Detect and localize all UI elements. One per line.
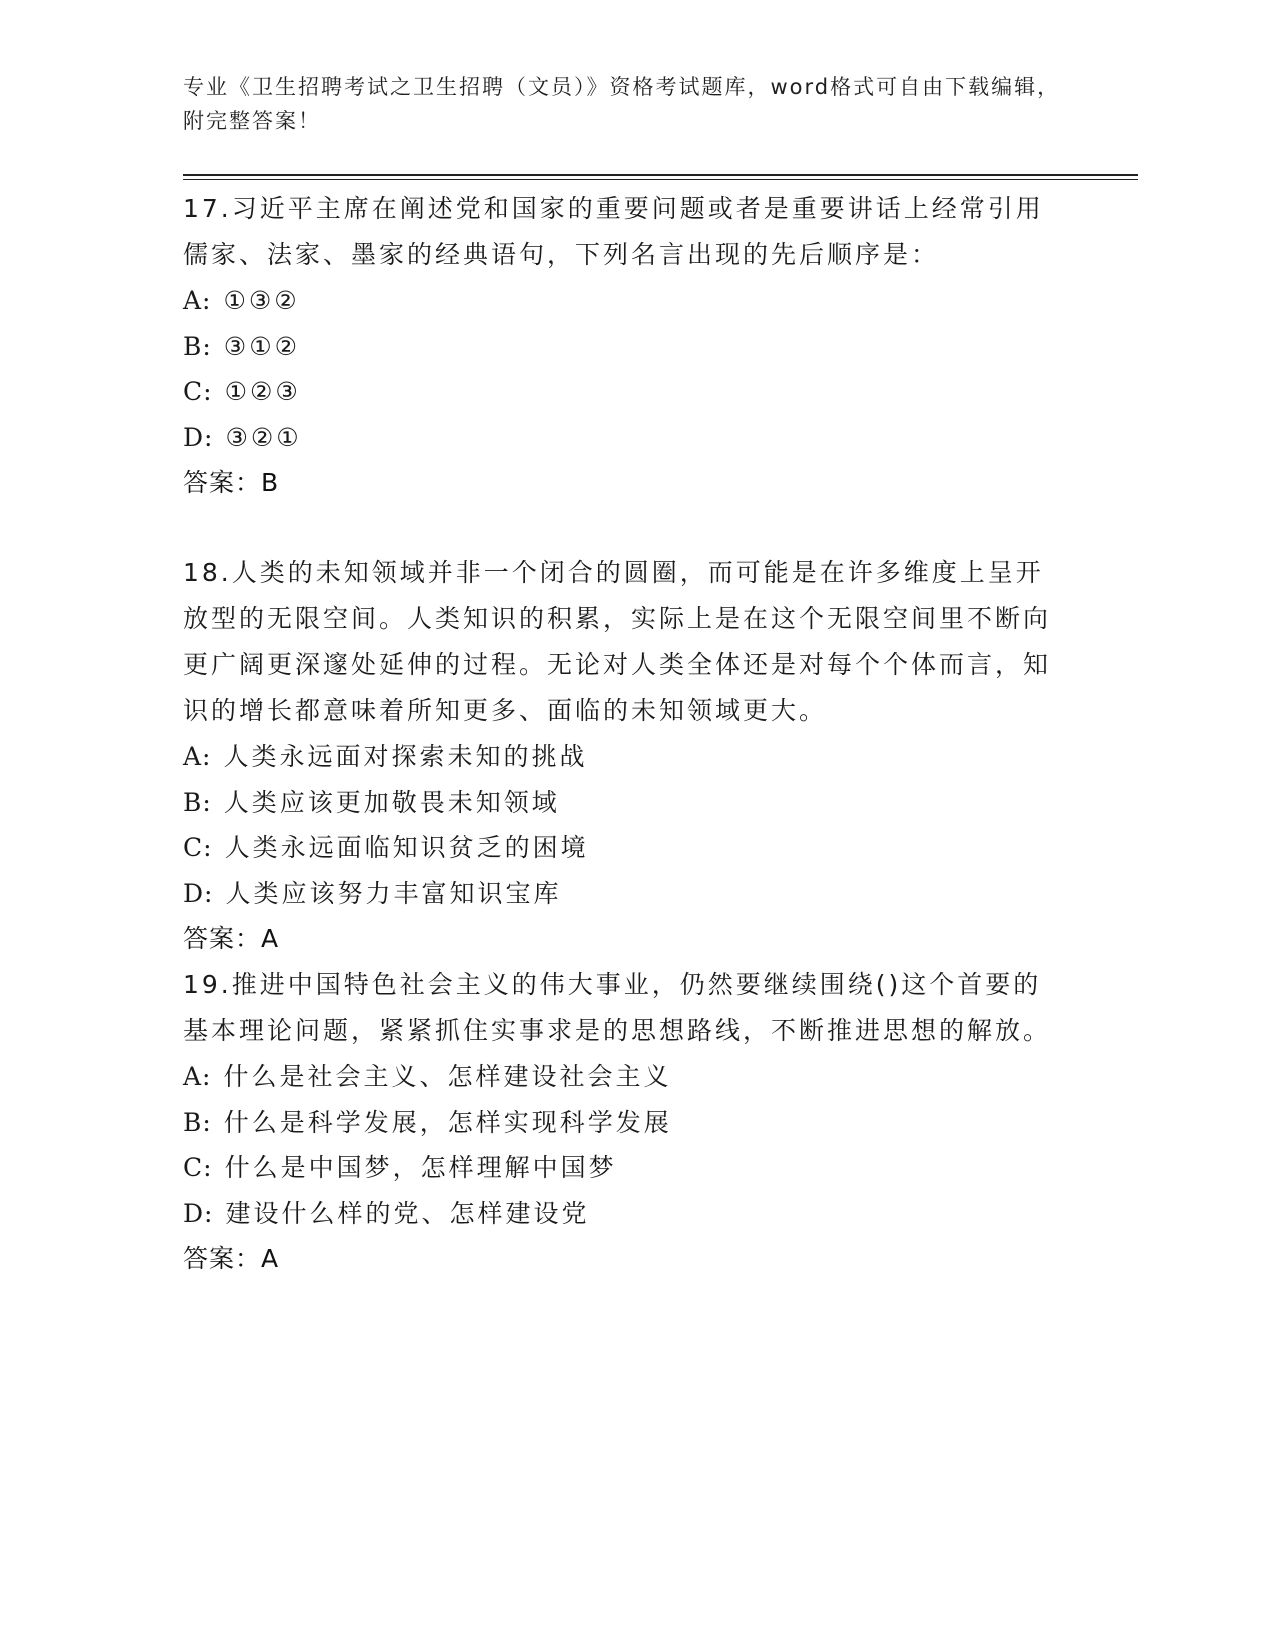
- option-a: [183, 278, 1063, 324]
- answer-line: 答案：A: [183, 924, 280, 953]
- question-stem: 19.推进中国特色社会主义的伟大事业，仍然要继续围绕()这个首要的基本理论问题，紧紧抓住实事求是的思想路线，不断推进思想的解放。: [183, 970, 1052, 1045]
- option-key: D:: [183, 422, 214, 452]
- option-d: [183, 1191, 1063, 1237]
- option-text: 人类应该更加敬畏未知领域: [223, 787, 560, 817]
- option-c: [183, 369, 1063, 415]
- option-key: C:: [183, 833, 213, 862]
- header-divider-thin: [183, 179, 1138, 180]
- option-a: [183, 1054, 1063, 1100]
- answer-line: 答案：B: [183, 468, 280, 497]
- option-key: D:: [183, 878, 214, 908]
- option-b: [183, 324, 1063, 370]
- option-key: D:: [183, 1198, 214, 1228]
- option-d: [183, 415, 1063, 461]
- option-a: [183, 734, 1063, 780]
- option-text: 建设什么样的党、怎样建设党: [225, 1198, 590, 1228]
- option-text: ③①②: [223, 331, 301, 361]
- option-key: C:: [183, 377, 213, 406]
- option-text: 人类永远面对探索未知的挑战: [223, 742, 588, 771]
- option-b: [183, 1100, 1063, 1146]
- option-key: A:: [183, 742, 212, 771]
- option-key: B:: [183, 331, 212, 361]
- option-text: ③②①: [225, 422, 302, 452]
- answer-line: 答案：A: [183, 1244, 280, 1273]
- option-text: 人类应该努力丰富知识宝库: [225, 878, 562, 908]
- question-stem: 18.人类的未知领域并非一个闭合的圆圈，而可能是在许多维度上呈开放型的无限空间。人类知识的积累，实际上是在这个无限空间里不断向更广阔更深邃处延伸的过程。无论对人类全体还是对每个个体而言，知识的增长都意味着所知更多、面临的未知领域更大。: [183, 558, 1052, 725]
- option-key: C:: [183, 1153, 213, 1182]
- option-text: ①②③: [224, 377, 301, 406]
- option-key: B:: [183, 1107, 212, 1137]
- question-17: [183, 186, 1063, 506]
- option-key: A:: [183, 286, 212, 315]
- option-key: B:: [183, 787, 212, 817]
- option-b: [183, 780, 1063, 826]
- option-text: 人类永远面临知识贫乏的困境: [224, 833, 589, 862]
- option-key: A:: [183, 1062, 212, 1091]
- option-text: 什么是中国梦，怎样理解中国梦: [224, 1153, 617, 1182]
- document-header: 专业《卫生招聘考试之卫生招聘（文员）》资格考试题库，word格式可自由下载编辑，附完整答案！: [183, 75, 1061, 133]
- question-stem: 17.习近平主席在阐述党和国家的重要问题或者是重要讲话上经常引用儒家、法家、墨家的经典语句，下列名言出现的先后顺序是：: [183, 194, 1044, 269]
- option-c: [183, 1145, 1063, 1191]
- option-text: 什么是科学发展，怎样实现科学发展: [223, 1107, 672, 1137]
- question-19: [183, 962, 1063, 1282]
- option-text: 什么是社会主义、怎样建设社会主义: [223, 1062, 672, 1091]
- question-18: [183, 550, 1063, 962]
- option-d: [183, 871, 1063, 917]
- header-divider-thick: [183, 174, 1138, 176]
- option-text: ①③②: [223, 286, 300, 315]
- option-c: [183, 825, 1063, 871]
